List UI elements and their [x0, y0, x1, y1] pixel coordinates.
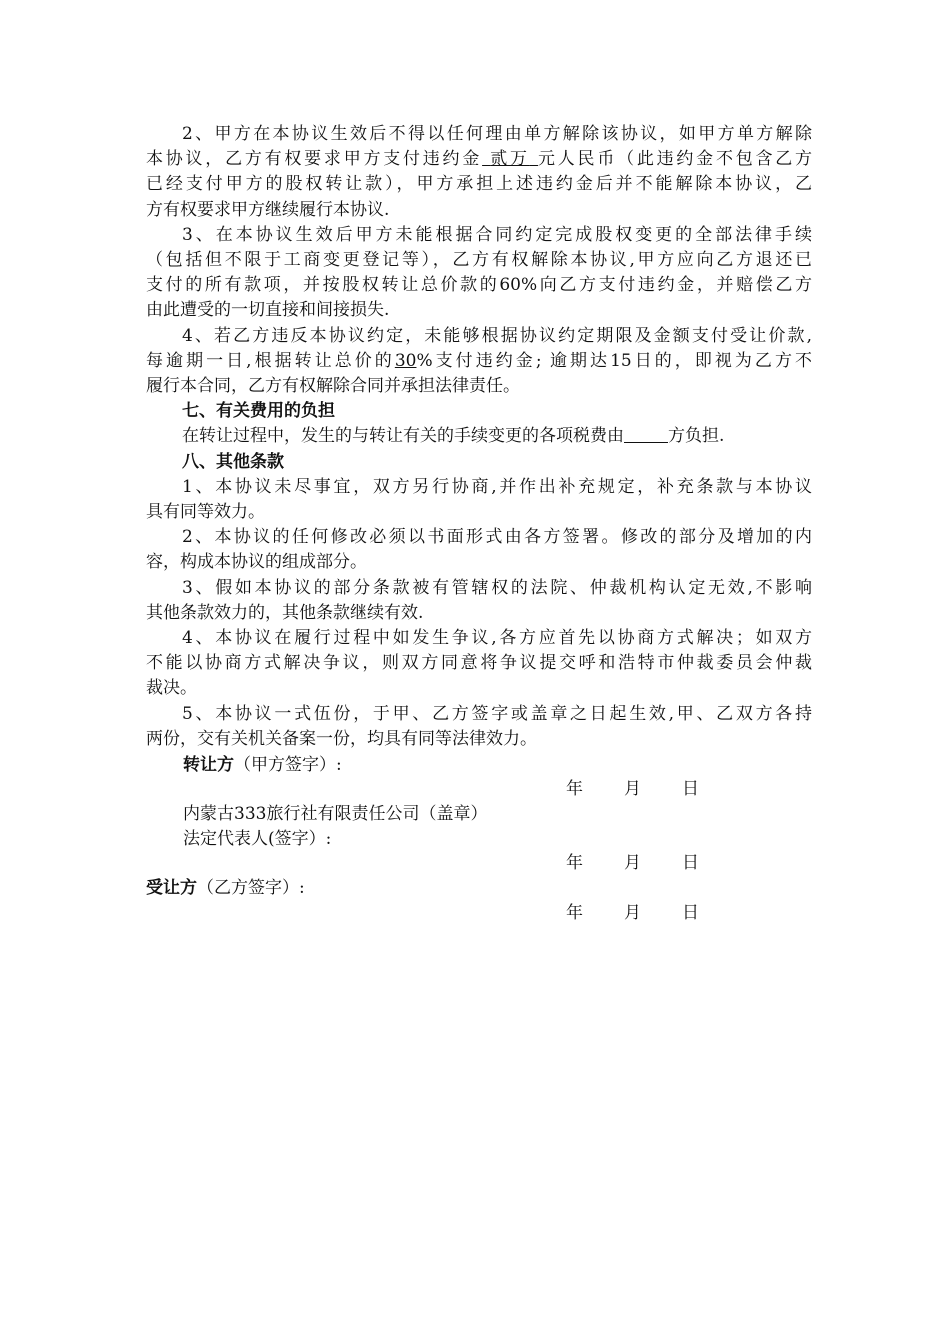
legal-representative-line: 法定代表人(签字）:: [183, 829, 332, 849]
clause-2-line-3: 已经支付甲方的股权转让款），甲方承担上述违约金后并不能解除本协议，乙: [146, 174, 812, 195]
clause-3-line-2: （包括但不限于工商变更登记等），乙方有权解除本协议,甲方应向乙方退还已: [146, 250, 812, 271]
transferee-date: 年 月 日: [566, 903, 699, 923]
section-8-c1-line-1: 1、本协议未尽事宜，双方另行协商,并作出补充规定，补充条款与本协议: [182, 476, 812, 497]
section-8-c2-line-2: 容，构成本协议的组成部分。: [146, 552, 367, 573]
clause-3-line-1: 3、在本协议生效后甲方未能根据合同约定完成股权变更的全部法律手续: [182, 224, 812, 245]
company-seal-line: 内蒙古333旅行社有限责任公司（盖章）: [183, 804, 488, 824]
clause-3-line-4: 由此遭受的一切直接和间接损失.: [146, 300, 390, 321]
section-8-c2-line-1: 2、本协议的任何修改必须以书面形式由各方签署。修改的部分及增加的内: [182, 527, 812, 548]
document-body: [146, 122, 812, 752]
section-8-heading: 八、其他条款: [182, 451, 284, 472]
clause-2-line-2: 本协议，乙方有权要求甲方支付违约金 贰万 元人民币（此违约金不包含乙方: [146, 149, 813, 170]
clause-3-line-3: 支付的所有款项，并按股权转让总价款的60%向乙方支付违约金，并赔偿乙方: [146, 275, 812, 296]
section-7-line-1: 在转让过程中，发生的与转让有关的手续变更的各项税费由 方负担.: [182, 426, 725, 447]
clause-2-line-1: 2、甲方在本协议生效后不得以任何理由单方解除该协议，如甲方单方解除: [182, 124, 812, 144]
clause-4-line-2: 每逾期一日,根据转让总价的30%支付违约金; 逾期达15日的，即视为乙方不: [146, 350, 812, 371]
section-8-c4-line-2: 不能以协商方式解决争议，则双方同意将争议提交呼和浩特市仲裁委员会仲裁: [146, 653, 812, 674]
section-8-c5-line-2: 两份，交有关机关备案一份，均具有同等法律效力。: [146, 728, 537, 749]
section-8-c5-line-1: 5、本协议一式伍份，于甲、乙方签字或盖章之日起生效,甲、乙双方各持: [182, 703, 812, 724]
clause-4-line-3: 履行本合同，乙方有权解除合同并承担法律责任。: [146, 376, 520, 397]
transferor-signature: 转让方（甲方签字）:: [183, 755, 342, 775]
section-8-c4-line-1: 4、本协议在履行过程中如发生争议,各方应首先以协商方式解决；如双方: [182, 628, 812, 649]
section-8-c1-line-2: 具有同等效力。: [146, 502, 265, 523]
transferee-signature: 受让方（乙方签字）:: [146, 878, 305, 898]
clause-4-line-1: 4、若乙方违反本协议约定，未能够根据协议约定期限及金额支付受让价款,: [182, 325, 812, 346]
section-8-c3-line-1: 3、假如本协议的部分条款被有管辖权的法院、仲裁机构认定无效,不影响: [182, 577, 812, 598]
clause-2-line-4: 方有权要求甲方继续履行本协议.: [146, 199, 390, 220]
section-8-c4-line-3: 裁决。: [146, 678, 197, 699]
section-8-c3-line-2: 其他条款效力的，其他条款继续有效.: [146, 602, 424, 623]
penalty-amount: 贰万: [490, 149, 530, 170]
fee-bearer-blank: [624, 425, 668, 443]
penalty-percent: 30: [394, 350, 417, 371]
section-7-heading: 七、有关费用的负担: [182, 401, 335, 422]
transferor-date: 年 月 日: [566, 779, 699, 799]
legal-rep-date: 年 月 日: [566, 853, 699, 873]
